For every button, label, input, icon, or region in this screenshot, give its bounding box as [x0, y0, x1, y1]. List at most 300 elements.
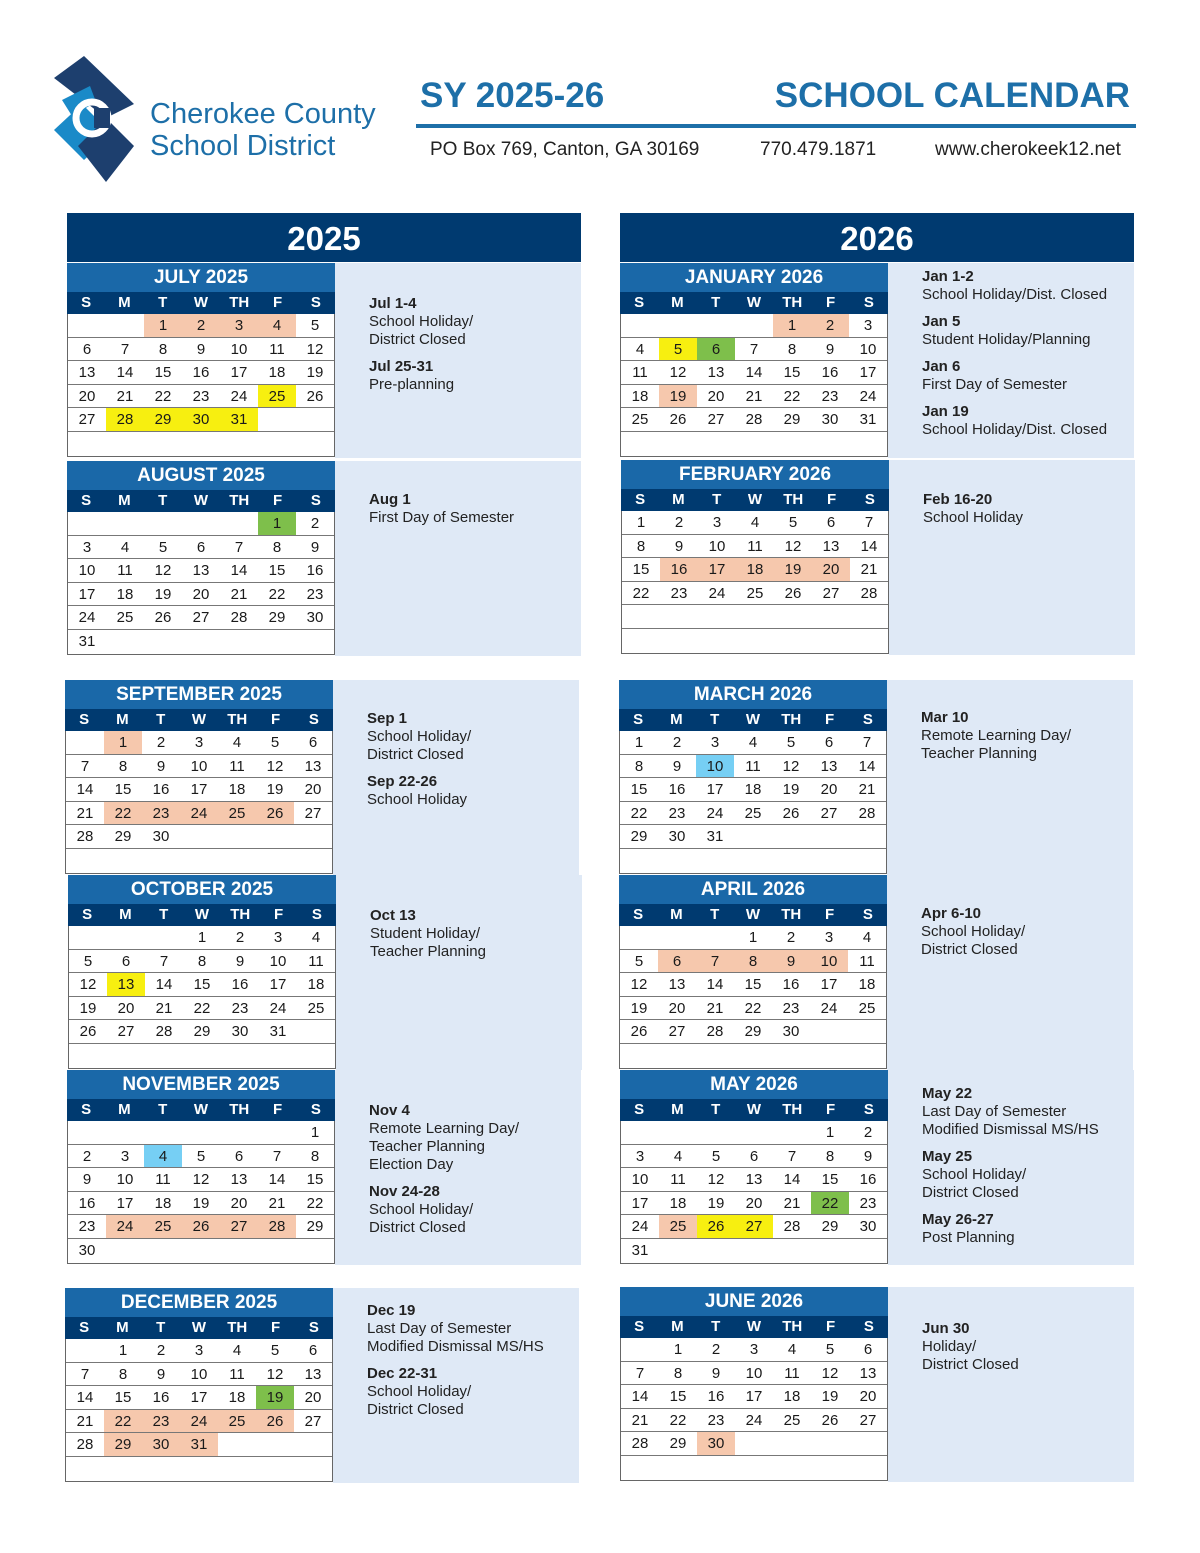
day-cell: 12	[784, 537, 802, 555]
note-date: May 22	[922, 1085, 973, 1102]
month-title: APRIL 2026	[619, 875, 887, 904]
weekday-label: T	[711, 1318, 721, 1335]
month-notes	[921, 709, 1131, 772]
day-cell: 17	[706, 781, 724, 799]
note-date: Jan 1-2	[922, 268, 974, 285]
empty-cell	[256, 1457, 294, 1481]
weekday-label: T	[158, 294, 168, 311]
day-cell: 27	[117, 1023, 135, 1041]
note-date: Oct 13	[370, 907, 416, 924]
day-cell: 5	[270, 734, 280, 751]
empty-cell	[735, 1121, 773, 1144]
day-cell: 2	[82, 1147, 92, 1165]
day-cell: 30	[78, 1241, 96, 1259]
day-cell: 29	[744, 1023, 762, 1041]
empty-cell	[258, 1121, 296, 1144]
day-cell: 26	[182, 1215, 220, 1238]
note-item	[922, 1320, 1132, 1374]
empty-cell	[182, 1239, 220, 1263]
day-cell: 17	[190, 1389, 208, 1407]
week-row	[69, 926, 335, 950]
empty-cell	[106, 1121, 144, 1144]
note-date: Sep 22-26	[367, 773, 438, 790]
day-cell: 1	[636, 514, 646, 531]
day-cell: 5	[711, 1147, 721, 1165]
month-title: OCTOBER 2025	[68, 875, 336, 904]
day-cell: 29	[104, 1433, 142, 1456]
weekday-label: F	[270, 1319, 281, 1336]
day-cell: 23	[782, 999, 800, 1017]
day-cell: 10	[631, 1171, 649, 1189]
day-cell: 19	[659, 385, 697, 408]
day-cell: 20	[812, 558, 850, 581]
day-cell: 18	[307, 976, 325, 994]
day-cell: 25	[858, 999, 876, 1017]
day-cell: 11	[745, 757, 761, 775]
weekday-header	[621, 489, 889, 511]
day-cell: 9	[310, 538, 320, 556]
month-title: SEPTEMBER 2025	[65, 680, 333, 709]
note-text: School Holiday/Dist. Closed	[922, 286, 1108, 303]
day-cell: 22	[104, 1410, 142, 1433]
week-row	[66, 1339, 332, 1363]
day-cell: 28	[631, 1435, 649, 1453]
day-cell: 19	[79, 999, 97, 1017]
empty-cell	[220, 432, 258, 456]
day-cell: 12	[192, 1171, 210, 1189]
weekday-label: M	[118, 294, 131, 311]
week-row	[621, 385, 887, 409]
empty-cell	[848, 1020, 886, 1043]
day-cell: 9	[825, 340, 835, 358]
day-cell: 13	[78, 364, 96, 382]
weekday-label: S	[79, 1319, 90, 1336]
day-cell: 6	[824, 734, 834, 751]
day-cell: 10	[696, 755, 734, 778]
weekday-label: S	[863, 1101, 874, 1118]
note-item	[922, 313, 1132, 349]
day-cell: 20	[117, 999, 135, 1017]
empty-cell	[772, 825, 810, 848]
weekday-label: M	[670, 906, 683, 923]
day-cell: 19	[821, 1388, 839, 1406]
week-row	[620, 825, 886, 849]
note-item	[922, 358, 1132, 394]
empty-cell	[850, 629, 888, 653]
day-cell: 13	[707, 364, 725, 382]
empty-cell	[68, 512, 106, 535]
day-cell: 8	[787, 340, 797, 358]
week-row	[68, 606, 334, 630]
week-row	[66, 825, 332, 849]
empty-cell	[256, 825, 294, 848]
week-row	[68, 1168, 334, 1192]
day-cell: 10	[230, 340, 248, 358]
weekday-label: W	[746, 1318, 762, 1335]
weekday-header	[620, 1316, 888, 1338]
day-cell: 23	[306, 585, 324, 603]
website-link[interactable]: www.cherokeek12.net	[935, 139, 1121, 160]
month-grid	[620, 1338, 888, 1481]
day-cell: 16	[192, 364, 210, 382]
year-header-2025: 2025	[67, 213, 581, 262]
weekday-label: S	[634, 1318, 645, 1335]
school-year: SY 2025-26	[420, 76, 605, 115]
month-notes	[921, 905, 1131, 968]
day-cell: 29	[821, 1218, 839, 1236]
empty-cell	[258, 1239, 296, 1263]
note-item	[922, 1148, 1132, 1202]
weekday-label: S	[308, 1319, 319, 1336]
day-cell: 3	[194, 734, 204, 751]
month-title: AUGUST 2025	[67, 461, 335, 490]
day-cell: 23	[670, 584, 688, 602]
day-cell: 22	[811, 1192, 849, 1215]
day-cell: 16	[78, 1194, 96, 1212]
empty-cell	[68, 432, 106, 456]
day-cell: 7	[234, 538, 244, 556]
week-row	[68, 1121, 334, 1145]
day-cell: 15	[630, 781, 648, 799]
empty-cell	[106, 314, 144, 337]
day-cell: 5	[634, 952, 644, 970]
empty-cell	[658, 926, 696, 949]
day-cell: 17	[859, 364, 877, 382]
empty-cell	[812, 605, 850, 628]
day-cell: 14	[858, 757, 876, 775]
weekday-label: S	[862, 711, 873, 728]
day-cell: 23	[142, 1410, 180, 1433]
note-item	[369, 1102, 579, 1174]
day-cell: 31	[220, 408, 258, 431]
weekday-label: M	[116, 711, 129, 728]
weekday-label: W	[191, 1319, 207, 1336]
empty-cell	[810, 1044, 848, 1068]
empty-cell	[144, 432, 182, 456]
day-cell: 22	[104, 802, 142, 825]
day-cell: 15	[268, 562, 286, 580]
day-cell: 20	[745, 1194, 763, 1212]
day-cell: 7	[787, 1147, 797, 1165]
note-date: Dec 22-31	[367, 1365, 438, 1382]
day-cell: 3	[120, 1147, 130, 1165]
day-cell: 11	[784, 1364, 800, 1382]
empty-cell	[659, 432, 697, 456]
empty-cell	[106, 1239, 144, 1263]
weekday-label: S	[311, 906, 322, 923]
note-date: Jan 19	[922, 403, 969, 420]
day-cell: 24	[820, 999, 838, 1017]
day-cell: 19	[266, 781, 284, 799]
day-cell: 16	[306, 562, 324, 580]
day-cell: 7	[80, 757, 90, 775]
weekday-label: F	[826, 491, 837, 508]
empty-cell	[735, 1456, 773, 1480]
weekday-label: T	[711, 1101, 721, 1118]
day-cell: 24	[708, 584, 726, 602]
day-cell: 23	[142, 802, 180, 825]
day-cell: 14	[76, 781, 94, 799]
day-cell: 29	[783, 411, 801, 429]
note-item	[367, 1365, 577, 1419]
empty-cell	[66, 731, 104, 754]
week-row	[66, 1386, 332, 1410]
day-cell: 17	[820, 976, 838, 994]
day-cell: 18	[736, 558, 774, 581]
weekday-label: S	[308, 711, 319, 728]
empty-cell	[735, 1432, 773, 1455]
weekday-label: M	[118, 1101, 131, 1118]
week-row	[66, 731, 332, 755]
day-cell: 15	[783, 364, 801, 382]
day-cell: 24	[631, 1218, 649, 1236]
week-row	[620, 926, 886, 950]
day-cell: 13	[859, 1364, 877, 1382]
weekday-label: S	[81, 294, 92, 311]
day-cell: 30	[231, 1023, 249, 1041]
note-text: First Day of Semester	[922, 376, 1068, 393]
day-cell: 13	[304, 757, 322, 775]
empty-cell	[850, 605, 888, 628]
empty-cell	[620, 1044, 658, 1068]
day-cell: 20	[707, 387, 725, 405]
weekday-header	[68, 904, 336, 926]
day-cell: 28	[230, 609, 248, 627]
day-cell: 24	[78, 609, 96, 627]
empty-cell	[772, 849, 810, 873]
day-cell: 30	[782, 1023, 800, 1041]
empty-cell	[297, 1020, 335, 1043]
week-row	[68, 1145, 334, 1169]
weekday-label: F	[273, 906, 284, 923]
week-row	[621, 1215, 887, 1239]
empty-cell	[221, 1044, 259, 1068]
day-cell: 8	[197, 952, 207, 970]
day-cell: 20	[820, 781, 838, 799]
day-cell: 22	[783, 387, 801, 405]
day-cell: 23	[668, 804, 686, 822]
month-title: JANUARY 2026	[620, 263, 888, 292]
day-cell: 9	[863, 1147, 873, 1165]
note-text: School Holiday/ District Closed	[367, 1383, 472, 1418]
day-cell: 26	[306, 387, 324, 405]
day-cell: 5	[310, 317, 320, 334]
day-cell: 16	[231, 976, 249, 994]
empty-cell	[294, 1433, 332, 1456]
month-title: MARCH 2026	[619, 680, 887, 709]
note-text: Student Holiday/ Teacher Planning	[370, 925, 486, 960]
weekday-label: TH	[782, 294, 803, 311]
notes-panel-february-2026	[889, 460, 1135, 655]
weekday-label: TH	[782, 1318, 803, 1335]
weekday-label: W	[745, 906, 761, 923]
empty-cell	[183, 1044, 221, 1068]
empty-cell	[811, 1456, 849, 1480]
day-cell: 9	[772, 950, 810, 973]
day-cell: 4	[232, 734, 242, 751]
day-cell: 21	[706, 999, 724, 1017]
day-cell: 17	[230, 364, 248, 382]
empty-cell	[697, 432, 735, 456]
day-cell: 10	[190, 1365, 208, 1383]
day-cell: 15	[114, 1389, 132, 1407]
note-item	[369, 1183, 579, 1237]
day-cell: 14	[783, 1171, 801, 1189]
empty-cell	[660, 605, 698, 628]
day-cell: 26	[79, 1023, 97, 1041]
empty-cell	[697, 1456, 735, 1480]
weekday-label: F	[825, 1318, 836, 1335]
day-cell: 10	[78, 562, 96, 580]
day-cell: 6	[863, 1341, 873, 1358]
day-cell: 26	[821, 1411, 839, 1429]
week-row	[68, 559, 334, 583]
week-row	[68, 536, 334, 560]
note-text: First Day of Semester	[369, 509, 515, 526]
day-cell: 14	[745, 364, 763, 382]
day-cell: 29	[193, 1023, 211, 1041]
day-cell: 7	[635, 1364, 645, 1382]
day-cell: 30	[182, 408, 220, 431]
day-cell: 5	[786, 734, 796, 751]
weekday-label: M	[671, 1101, 684, 1118]
day-cell: 26	[256, 1410, 294, 1433]
note-date: Sep 1	[367, 710, 408, 727]
day-cell: 16	[152, 1389, 170, 1407]
month-notes	[367, 710, 577, 818]
week-row	[66, 1363, 332, 1387]
empty-cell	[218, 1457, 256, 1481]
note-item	[923, 491, 1133, 527]
day-cell: 18	[116, 585, 134, 603]
weekday-label: S	[634, 294, 645, 311]
empty-cell	[220, 512, 258, 535]
weekday-header	[620, 292, 888, 314]
day-cell: 10	[745, 1364, 763, 1382]
empty-cell	[696, 849, 734, 873]
empty-cell	[182, 1121, 220, 1144]
empty-cell	[145, 926, 183, 949]
day-cell: 26	[784, 584, 802, 602]
day-cell: 9	[674, 537, 684, 555]
empty-cell	[735, 314, 773, 337]
empty-cell	[256, 849, 294, 873]
day-cell: 20	[668, 999, 686, 1017]
day-cell: 3	[824, 929, 834, 946]
day-cell: 23	[821, 387, 839, 405]
empty-cell	[773, 1239, 811, 1263]
week-row	[620, 849, 886, 873]
day-cell: 28	[76, 828, 94, 846]
day-cell: 8	[310, 1147, 320, 1165]
day-cell: 24	[230, 387, 248, 405]
day-cell: 23	[78, 1218, 96, 1236]
month-grid	[65, 731, 333, 874]
day-cell: 11	[308, 952, 324, 970]
day-cell: 6	[82, 340, 92, 358]
month-title: DECEMBER 2025	[65, 1288, 333, 1317]
day-cell: 7	[696, 950, 734, 973]
note-date: May 26-27	[922, 1211, 994, 1228]
day-cell: 4	[120, 538, 130, 556]
day-cell: 19	[256, 1386, 294, 1409]
day-cell: 2	[863, 1124, 873, 1141]
empty-cell	[735, 432, 773, 456]
day-cell: 2	[711, 1341, 721, 1358]
day-cell: 7	[862, 734, 872, 751]
weekday-label: S	[79, 711, 90, 728]
day-cell: 21	[76, 1412, 94, 1430]
day-cell: 4	[232, 1342, 242, 1359]
day-cell: 11	[632, 364, 648, 382]
day-cell: 13	[668, 976, 686, 994]
day-cell: 25	[783, 1411, 801, 1429]
empty-cell	[144, 512, 182, 535]
empty-cell	[736, 629, 774, 653]
day-cell: 8	[734, 950, 772, 973]
weekday-label: S	[864, 491, 875, 508]
day-cell: 22	[268, 585, 286, 603]
day-cell: 1	[748, 929, 758, 946]
weekday-label: M	[671, 294, 684, 311]
weekday-label: W	[745, 711, 761, 728]
empty-cell	[621, 1456, 659, 1480]
month-grid	[620, 314, 888, 457]
week-row	[620, 973, 886, 997]
day-cell: 12	[266, 757, 284, 775]
note-text: Post Planning	[922, 1229, 1015, 1246]
day-cell: 8	[825, 1147, 835, 1165]
day-cell: 27	[304, 1412, 322, 1430]
day-cell: 21	[230, 585, 248, 603]
weekday-label: M	[116, 1319, 129, 1336]
empty-cell	[622, 629, 660, 653]
day-cell: 9	[82, 1171, 92, 1189]
day-cell: 13	[192, 562, 210, 580]
day-cell: 26	[782, 804, 800, 822]
day-cell: 29	[669, 1435, 687, 1453]
day-cell: 1	[310, 1124, 320, 1141]
day-cell: 30	[697, 1432, 735, 1455]
day-cell: 13	[230, 1171, 248, 1189]
empty-cell	[180, 849, 218, 873]
weekday-label: F	[272, 1101, 283, 1118]
empty-cell	[259, 1044, 297, 1068]
week-row	[622, 629, 888, 653]
day-cell: 27	[192, 609, 210, 627]
empty-cell	[774, 605, 812, 628]
week-row	[621, 1432, 887, 1456]
note-item	[369, 295, 579, 349]
day-cell: 3	[710, 734, 720, 751]
month-title: NOVEMBER 2025	[67, 1070, 335, 1099]
day-cell: 15	[744, 976, 762, 994]
day-cell: 18	[783, 1388, 801, 1406]
day-cell: 1	[825, 1124, 835, 1141]
day-cell: 1	[197, 929, 207, 946]
day-cell: 27	[78, 411, 96, 429]
day-cell: 7	[272, 1147, 282, 1165]
day-cell: 20	[78, 387, 96, 405]
note-text: Remote Learning Day/ Teacher Planning Election Day	[369, 1120, 520, 1173]
day-cell: 17	[78, 585, 96, 603]
empty-cell	[296, 630, 334, 654]
day-cell: 19	[630, 999, 648, 1017]
empty-cell	[698, 629, 736, 653]
day-cell: 4	[862, 929, 872, 946]
weekday-label: TH	[227, 1319, 248, 1336]
day-cell: 25	[258, 385, 296, 408]
